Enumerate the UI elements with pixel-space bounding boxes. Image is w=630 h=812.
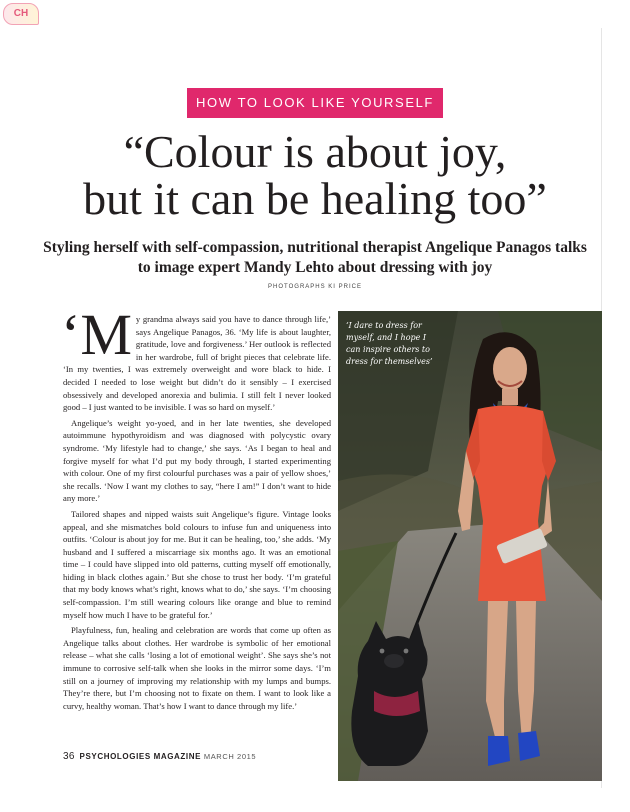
body-paragraph xyxy=(61,302,331,414)
body-paragraph: Playfulness, fun, healing and celebration are words that come up often as Angelique talks about clothes. Her wardrobe is symbolic of her emotional release – what she calls ‘losing a lot of emotional weight’. She says she’s not immune to corrosive self-talk when she looks in the mirror some days. ‘I’m still on a journey of improving my relationship with my lumps and bumps. They’re there, but I’m choosing not to fixate on them. I want to look like a curvy, healthy woman. That’s how I want to dance through my life.’ xyxy=(63,625,331,711)
page-number: 36 xyxy=(63,751,75,762)
page-footer xyxy=(63,751,256,762)
headline xyxy=(30,128,600,222)
body-paragraph: Angelique’s weight yo-yoed, and in her late twenties, she developed autoimmune hypothyroidism and was diagnosed with polycystic ovary syndrome. ‘My lifestyle had to change,’ she says. ‘As I began to heal and forgive myself for what I’d put my body through, I started experimenting with colour. One of my first colourful purchases was a pair of yellow shoes,’ she recalls. ‘Now I want my clothes to say, “here I am!” I don’t want to hide any more.’ xyxy=(63,417,331,504)
portrait-photo xyxy=(338,311,602,781)
body-paragraph-text: y grandma always said you have to dance through life,’ says Angelique Panagos, 36. ‘My life is about laughter, gratitude, love and forgiveness.’ Her outlook is reflected in her wardrobe, full of bright pieces that celebrate life. ‘In my twenties, I was extremely overweight and wore black to hide. I decided I needed to lose weight but didn’t do it sensibly – I exercised obsessively and developed anorexia and bulimia. I still felt I never looked good – I just wanted to be invisible. I was so hard on myself.’ xyxy=(63,314,331,413)
body-paragraph: Tailored shapes and nipped waists suit Angelique’s figure. Vintage looks appeal, and she mismatches bold colours to infuse fun and uniqueness into outfits. ‘Colour is about joy for me. But it can be healing, too,’ she adds. ‘My husband and I suffered a miscarriage six months ago. It was an emotional time – I could have slipped into old patterns, cutting myself off emotionally, hiding in black clothes again.’ But she chose to trust her body. ‘I’m grateful that my body knows what’s right, knows what to do,’ she says. ‘I’m choosing self-compassion. I’m still wearing colours like orange and blue to remind myself how much I have to be grateful for.’ xyxy=(63,508,331,620)
article-body xyxy=(61,302,331,715)
issue-date: MARCH 2015 xyxy=(203,752,257,761)
standfirst: Styling herself with self-compassion, nutritional therapist Angelique Panagos talks to image expert Mandy Lehto about dressing with joy xyxy=(43,239,587,276)
watermark-logo xyxy=(3,3,63,25)
photo-illustration xyxy=(338,311,602,781)
watermark-badge: CH xyxy=(3,3,39,25)
drop-cap: ‘M xyxy=(61,302,132,367)
magazine-name: PSYCHOLOGIES MAGAZINE xyxy=(79,752,202,761)
section-kicker: HOW TO LOOK LIKE YOURSELF xyxy=(187,88,443,118)
headline-line-2: but it can be healing too” xyxy=(83,173,547,224)
headline-line-1: “Colour is about joy, xyxy=(123,126,507,177)
pull-quote: ‘I dare to dress for myself, and I hope I can inspire others to dress for themselves’ xyxy=(346,321,433,366)
photo-credit: PHOTOGRAPHS KI PRICE xyxy=(268,284,362,290)
